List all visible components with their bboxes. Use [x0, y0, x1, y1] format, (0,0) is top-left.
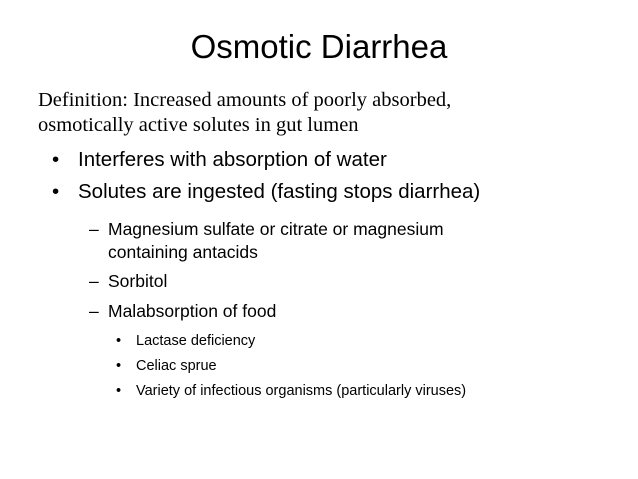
sub-bullet-item: Sorbitol	[108, 271, 168, 291]
sub-sub-bullet-item: Celiac sprue	[136, 358, 217, 374]
sub-sub-bullet-marker: •	[116, 358, 122, 374]
slide-title: Osmotic Diarrhea	[190, 28, 448, 65]
dash-marker: –	[89, 271, 99, 291]
bullet-item: Solutes are ingested (fasting stops diarrhea)	[78, 180, 481, 203]
sub-bullet-item: Malabsorption of food	[108, 301, 277, 321]
sub-bullet-item-continuation: containing antacids	[108, 242, 258, 262]
sub-sub-bullet-item: Lactase deficiency	[136, 333, 256, 349]
definition-line-2: osmotically active solutes in gut lumen	[38, 114, 359, 136]
bullet-item: Interferes with absorption of water	[78, 148, 387, 171]
sub-sub-bullet-marker: •	[116, 333, 122, 349]
sub-bullet-item: Magnesium sulfate or citrate or magnesium	[108, 219, 444, 239]
definition-line-1: Definition: Increased amounts of poorly absorbed,	[38, 89, 452, 111]
sub-sub-bullet-marker: •	[116, 383, 122, 399]
bullet-marker: •	[52, 148, 60, 171]
dash-marker: –	[89, 219, 99, 239]
bullet-marker: •	[52, 180, 60, 203]
dash-marker: –	[89, 301, 99, 321]
sub-sub-bullet-item: Variety of infectious organisms (particularly viruses)	[136, 383, 467, 399]
